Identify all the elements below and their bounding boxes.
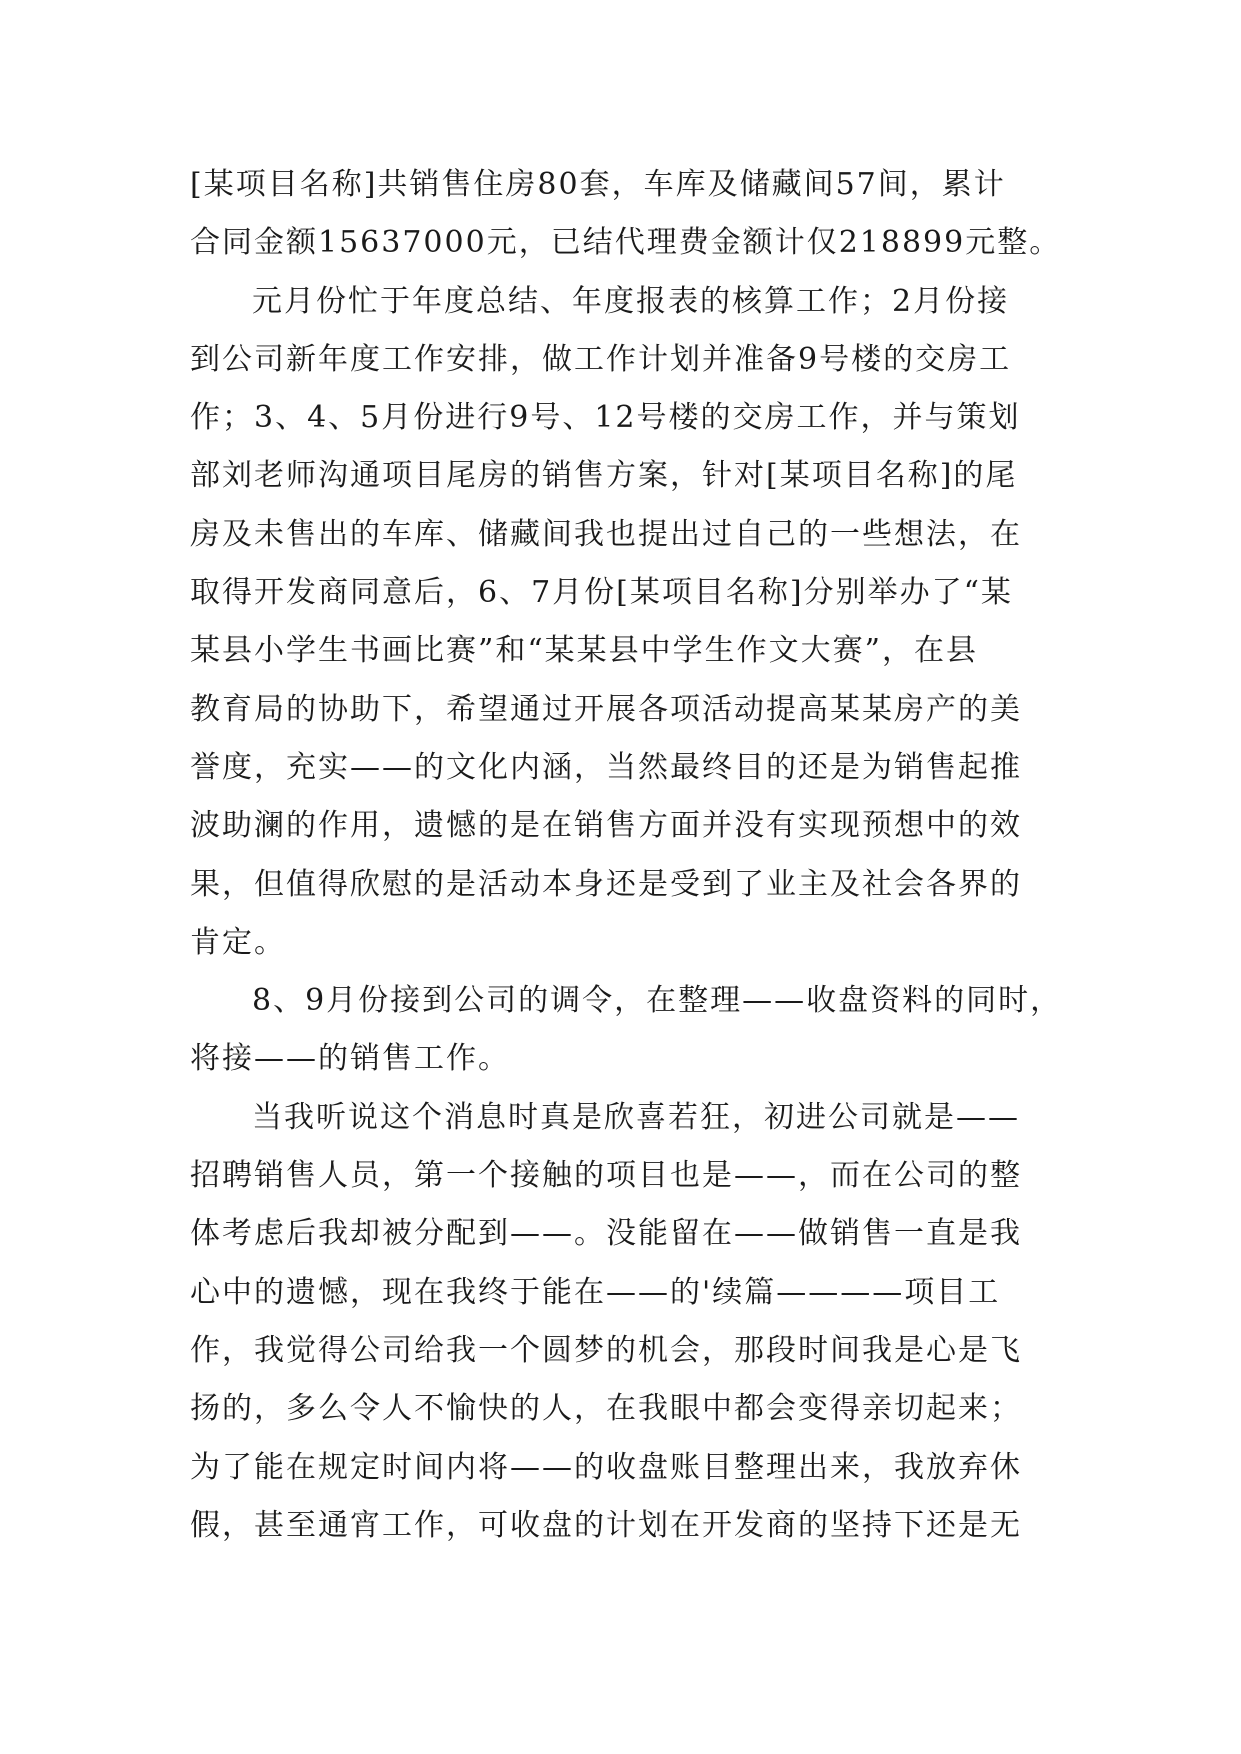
text-line: 为了能在规定时间内将——的收盘账目整理出来，我放弃休 [190, 1449, 1022, 1485]
text-line: 体考虑后我却被分配到——。没能留在——做销售一直是我 [190, 1216, 1022, 1252]
paragraph-start-line: 当我听说这个消息时真是欣喜若狂，初进公司就是—— [252, 1099, 1020, 1135]
text-line: 假，甚至通宵工作，可收盘的计划在开发商的坚持下还是无 [190, 1507, 1022, 1543]
text-line: 部刘老师沟通项目尾房的销售方案，针对[某项目名称]的尾 [190, 458, 1018, 494]
text-line: 招聘销售人员，第一个接触的项目也是——，而在公司的整 [190, 1158, 1022, 1194]
text-line: 作，我觉得公司给我一个圆梦的机会，那段时间我是心是飞 [190, 1332, 1022, 1368]
text-line: 波助澜的作用，遗憾的是在销售方面并没有实现预想中的效 [190, 808, 1022, 844]
text-line: 取得开发商同意后，6、7月份[某项目名称]分别举办了“某 [190, 575, 1013, 611]
text-line: 教育局的协助下，希望通过开展各项活动提高某某房产的美 [190, 691, 1022, 727]
text-line: 到公司新年度工作安排，做工作计划并准备9号楼的交房工 [190, 341, 1012, 377]
text-line: 扬的，多么令人不愉快的人，在我眼中都会变得亲切起来； [190, 1391, 1022, 1427]
text-line: 誉度，充实——的文化内涵，当然最终目的还是为销售起推 [190, 749, 1022, 785]
paragraph-start-line: 元月份忙于年度总结、年度报表的核算工作；2月份接 [252, 283, 1010, 319]
text-line: 心中的遗憾，现在我终于能在——的'续篇————项目工 [190, 1274, 1001, 1310]
text-line: 肯定。 [190, 924, 286, 960]
text-line: 果，但值得欣慰的是活动本身还是受到了业主及社会各界的 [190, 866, 1022, 902]
body-text [190, 156, 1063, 1555]
text-line: 房及未售出的车库、储藏间我也提出过自己的一些想法，在 [190, 516, 1022, 552]
text-line: 将接——的销售工作。 [190, 1041, 510, 1077]
text-line: 作；3、4、5月份进行9号、12号楼的交房工作，并与策划 [190, 400, 1021, 436]
text-line: 某县小学生书画比赛”和“某某县中学生作文大赛”，在县 [190, 633, 979, 669]
text-line: 合同金额15637000元，已结代理费金额计仅218899元整。 [190, 225, 1062, 261]
paragraph-start-line: 8、9月份接到公司的调令，在整理——收盘资料的同时， [252, 983, 1063, 1019]
text-line: [某项目名称]共销售住房80套，车库及储藏间57间，累计 [190, 167, 1006, 202]
